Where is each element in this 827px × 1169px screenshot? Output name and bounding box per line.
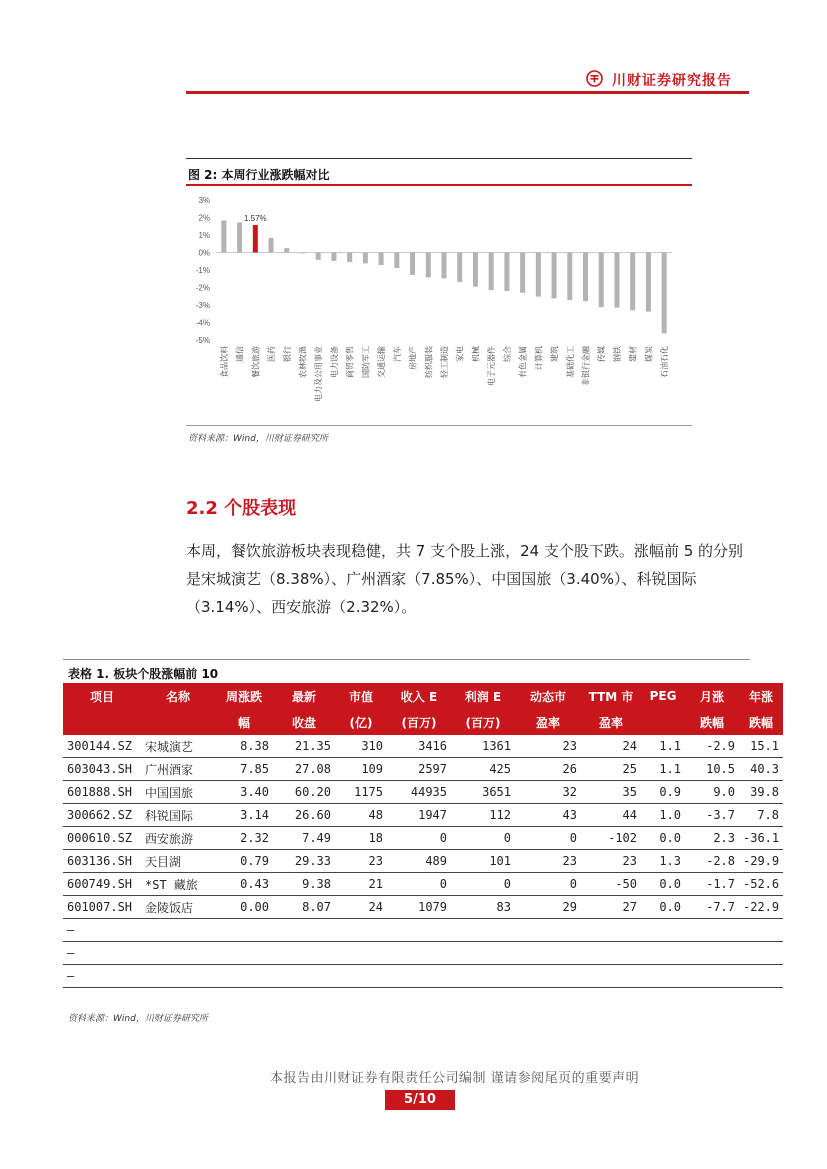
table-cell: [685, 919, 739, 942]
table-cell: [387, 942, 451, 965]
column-header: TTM 市: [581, 683, 641, 709]
x-tick-label: 房地产: [408, 346, 418, 370]
table-cell: 7.85: [215, 758, 273, 781]
table-cell: 101: [451, 850, 515, 873]
table-cell: 10.5: [685, 758, 739, 781]
bar: [316, 253, 321, 260]
table-cell: 0: [451, 827, 515, 850]
table-cell: -2.9: [685, 735, 739, 758]
table-cell: [215, 919, 273, 942]
x-tick-label: 石油石化: [660, 346, 670, 378]
x-tick-label: 医药: [267, 346, 277, 362]
table-cell: 1.1: [641, 735, 685, 758]
table-cell: 35: [581, 781, 641, 804]
table-cell: 8.07: [273, 896, 335, 919]
table-cell: 广州酒家: [141, 758, 215, 781]
section-title: 2.2 个股表现: [186, 498, 297, 519]
table-cell: [641, 965, 685, 988]
table-cell: 600749.SH: [63, 873, 141, 896]
table-cell: 27: [581, 896, 641, 919]
bar: [520, 253, 525, 293]
column-header: [141, 709, 215, 735]
table-cell: [451, 965, 515, 988]
x-tick-label: 机械: [471, 346, 481, 362]
column-header: 月涨: [685, 683, 739, 709]
table-cell: 23: [515, 735, 581, 758]
table-cell: [739, 942, 783, 965]
bars: [221, 214, 666, 333]
table-cell: [515, 942, 581, 965]
bar: [457, 253, 462, 282]
table-cell: -52.6: [739, 873, 783, 896]
x-tick-label: 基础化工: [565, 346, 575, 378]
table-cell: [335, 919, 387, 942]
y-tick-label: 2%: [198, 213, 210, 223]
table-cell: 21.35: [273, 735, 335, 758]
table-cell: [515, 965, 581, 988]
table-cell: 83: [451, 896, 515, 919]
table-cell: 金陵饭店: [141, 896, 215, 919]
figure-bottom-rule: [186, 425, 692, 426]
table-cell: [515, 919, 581, 942]
column-header: 市值: [335, 683, 387, 709]
table-cell: 25: [581, 758, 641, 781]
x-tick-label: 非银行金融: [581, 346, 591, 386]
table-cell: 32: [515, 781, 581, 804]
table-cell: 0: [515, 873, 581, 896]
table-cell: —: [63, 965, 141, 988]
table-row: [63, 919, 783, 942]
x-tick-label: 汽车: [392, 346, 402, 362]
bar: [646, 253, 651, 312]
column-header: 动态市: [515, 683, 581, 709]
table-cell: 40.3: [739, 758, 783, 781]
company-logo-icon: [586, 70, 603, 87]
column-header: 名称: [141, 683, 215, 709]
table-cell: 2597: [387, 758, 451, 781]
x-tick-label: 钢铁: [612, 346, 622, 362]
table-cell: -102: [581, 827, 641, 850]
table-cell: 0.00: [215, 896, 273, 919]
table-row: [63, 735, 783, 758]
table-cell: -29.9: [739, 850, 783, 873]
bar: [269, 238, 274, 253]
table-cell: 2.3: [685, 827, 739, 850]
table-source: 资料来源：Wind，川财证券研究所: [68, 1014, 208, 1024]
page-number: 5/10: [385, 1090, 455, 1110]
bar: [536, 253, 541, 297]
table-cell: -50: [581, 873, 641, 896]
x-tick-label: 煤炭: [644, 346, 654, 362]
table-cell: -22.9: [739, 896, 783, 919]
table-cell: 23: [335, 850, 387, 873]
column-header: 年涨: [739, 683, 783, 709]
column-header: [641, 709, 685, 735]
table-cell: 489: [387, 850, 451, 873]
bar: [489, 253, 494, 291]
table-cell: 2.32: [215, 827, 273, 850]
table-header-row: [63, 683, 783, 709]
table-cell: [387, 919, 451, 942]
table-cell: 7.8: [739, 804, 783, 827]
bar: [567, 253, 572, 301]
table-cell: 3651: [451, 781, 515, 804]
x-tick-label: 建筑: [550, 346, 560, 362]
table-cell: *ST 藏旅: [141, 873, 215, 896]
x-tick-label: 传媒: [597, 346, 607, 362]
table-cell: 44935: [387, 781, 451, 804]
table-cell: -7.7: [685, 896, 739, 919]
column-header: (百万): [451, 709, 515, 735]
table-cell: [739, 919, 783, 942]
table-cell: 601007.SH: [63, 896, 141, 919]
x-tick-label: 综合: [502, 346, 512, 362]
header-divider: [186, 91, 749, 94]
bar: [253, 225, 258, 252]
bar: [363, 253, 368, 264]
table-cell: -36.1: [739, 827, 783, 850]
table-cell: 29.33: [273, 850, 335, 873]
table-row: [63, 942, 783, 965]
table-cell: 603136.SH: [63, 850, 141, 873]
bar: [583, 253, 588, 302]
bar: [630, 253, 635, 311]
column-header: PEG: [641, 683, 685, 709]
table-cell: —: [63, 942, 141, 965]
table-cell: 112: [451, 804, 515, 827]
table-row: [63, 896, 783, 919]
bar: [599, 253, 604, 308]
table-cell: -1.7: [685, 873, 739, 896]
table-cell: -3.7: [685, 804, 739, 827]
table-cell: 425: [451, 758, 515, 781]
y-tick-label: -3%: [195, 301, 210, 310]
column-header: 幅: [215, 709, 273, 735]
table-cell: [685, 942, 739, 965]
table-cell: 1175: [335, 781, 387, 804]
table-row: [63, 850, 783, 873]
table-cell: 39.8: [739, 781, 783, 804]
table-cell: 1.3: [641, 850, 685, 873]
x-tick-label: 有色金属: [518, 346, 528, 378]
table-cell: [273, 965, 335, 988]
table-cell: 23: [515, 850, 581, 873]
table-cell: [685, 965, 739, 988]
table-cell: 310: [335, 735, 387, 758]
table-cell: [641, 919, 685, 942]
y-tick-label: -5%: [195, 336, 210, 345]
x-tick-label: 建材: [628, 346, 638, 362]
table-cell: [387, 965, 451, 988]
stock-table: [63, 683, 783, 988]
bar: [300, 253, 305, 254]
table-cell: 科锐国际: [141, 804, 215, 827]
table-cell: [141, 965, 215, 988]
figure-top-rule: [186, 158, 692, 159]
table-cell: 1079: [387, 896, 451, 919]
table-cell: [215, 942, 273, 965]
column-header: 盈率: [581, 709, 641, 735]
table-cell: 24: [581, 735, 641, 758]
bar: [284, 248, 289, 252]
table-cell: 0: [515, 827, 581, 850]
table-cell: 48: [335, 804, 387, 827]
table-cell: [215, 965, 273, 988]
table-cell: [581, 919, 641, 942]
table-cell: 300144.SZ: [63, 735, 141, 758]
table-cell: 0.0: [641, 896, 685, 919]
table-top-rule: [63, 659, 750, 660]
y-tick-label: -1%: [195, 266, 210, 275]
table-cell: 23: [581, 850, 641, 873]
column-header: 周涨跌: [215, 683, 273, 709]
y-tick-label: 1%: [198, 231, 210, 240]
bar: [504, 253, 509, 292]
column-header: 最新: [273, 683, 335, 709]
column-header: 项目: [63, 683, 141, 709]
table-cell: 26: [515, 758, 581, 781]
table-cell: 44: [581, 804, 641, 827]
y-tick-label: -4%: [195, 318, 210, 328]
bar: [473, 253, 478, 287]
table-cell: 0.0: [641, 873, 685, 896]
table-cell: 9.38: [273, 873, 335, 896]
table-header-row: [63, 709, 783, 735]
y-tick-label: -2%: [195, 283, 210, 293]
table-cell: 300662.SZ: [63, 804, 141, 827]
table-cell: 3.40: [215, 781, 273, 804]
table-cell: [739, 965, 783, 988]
bar: [379, 253, 384, 266]
bar: [552, 253, 557, 299]
bar: [662, 253, 667, 334]
report-brand: 川财证券研究报告: [612, 73, 732, 89]
x-axis-labels: [219, 345, 669, 402]
table-cell: 29: [515, 896, 581, 919]
table-cell: 109: [335, 758, 387, 781]
table-cell: [141, 919, 215, 942]
table-cell: 9.0: [685, 781, 739, 804]
table-cell: 000610.SZ: [63, 827, 141, 850]
column-header: 收入 E: [387, 683, 451, 709]
table-cell: 603043.SH: [63, 758, 141, 781]
table-cell: 西安旅游: [141, 827, 215, 850]
x-tick-label: 国防军工: [361, 346, 371, 378]
table-cell: [141, 942, 215, 965]
table-cell: 24: [335, 896, 387, 919]
table-cell: -2.8: [685, 850, 739, 873]
x-tick-label: 电力及公用事业: [314, 346, 324, 402]
bar: [614, 253, 619, 308]
table-cell: 0: [451, 873, 515, 896]
table-cell: 7.49: [273, 827, 335, 850]
column-header: [63, 709, 141, 735]
x-tick-label: 电子元器件: [487, 346, 497, 386]
table-cell: 3.14: [215, 804, 273, 827]
table-cell: 0: [387, 873, 451, 896]
table-cell: 0.43: [215, 873, 273, 896]
x-tick-label: 轻工制造: [440, 346, 449, 378]
x-tick-label: 餐饮旅游: [251, 346, 261, 378]
x-tick-label: 商贸零售: [345, 346, 355, 378]
bar: [331, 253, 336, 261]
table-cell: 43: [515, 804, 581, 827]
table-cell: 0.9: [641, 781, 685, 804]
table-row: [63, 781, 783, 804]
table-cell: [581, 965, 641, 988]
column-header: 收盘: [273, 709, 335, 735]
bar: [442, 253, 447, 279]
table-cell: [273, 942, 335, 965]
bar: [426, 253, 431, 278]
table-cell: 601888.SH: [63, 781, 141, 804]
table-cell: 1361: [451, 735, 515, 758]
section-paragraph: 本周，餐饮旅游板块表现稳健，共 7 支个股上涨，24 支个股下跌。涨幅前 5 的分别是宋城演艺（8.38%）、广州酒家（7.85%）、中国国旅（3.40%）、科锐国际（3.14%）、西安旅游（2.32%）。: [186, 542, 744, 616]
x-tick-label: 电力设备: [329, 346, 339, 378]
figure-source: 资料来源：Wind，川财证券研究所: [188, 434, 328, 444]
figure-title: 图 2: 本周行业涨跌幅对比: [188, 168, 330, 182]
table-title: 表格 1. 板块个股涨幅前 10: [68, 667, 219, 681]
table-cell: 0: [387, 827, 451, 850]
table-cell: 0.0: [641, 827, 685, 850]
table-cell: 0.79: [215, 850, 273, 873]
table-row: [63, 873, 783, 896]
footer-disclaimer: 本报告由川财证券有限责任公司编制 谨请参阅尾页的重要声明: [270, 1071, 640, 1086]
column-header: 跌幅: [739, 709, 783, 735]
table-cell: [641, 942, 685, 965]
table-cell: 60.20: [273, 781, 335, 804]
bar: [394, 253, 399, 268]
bar: [347, 253, 352, 263]
bar: [221, 220, 226, 252]
industry-change-bar-chart: [186, 190, 692, 422]
table-cell: 宋城演艺: [141, 735, 215, 758]
bar: [410, 253, 415, 275]
x-tick-label: 计算机: [534, 346, 544, 370]
table-cell: 26.60: [273, 804, 335, 827]
column-header: 跌幅: [685, 709, 739, 735]
table-cell: 1.1: [641, 758, 685, 781]
x-tick-label: 通信: [235, 346, 245, 362]
table-cell: [581, 942, 641, 965]
x-tick-label: 农林牧渔: [298, 346, 308, 378]
x-tick-label: 银行: [282, 346, 292, 362]
column-header: 利润 E: [451, 683, 515, 709]
table-cell: 1947: [387, 804, 451, 827]
y-tick-label: 3%: [198, 196, 210, 205]
column-header: (百万): [387, 709, 451, 735]
table-cell: [335, 965, 387, 988]
table-cell: 中国国旅: [141, 781, 215, 804]
x-tick-label: 纺织服装: [424, 346, 434, 378]
figure-title-rule: [186, 184, 692, 186]
table-cell: [451, 919, 515, 942]
table-row: [63, 804, 783, 827]
table-cell: 18: [335, 827, 387, 850]
y-axis: [196, 196, 210, 345]
table-cell: 15.1: [739, 735, 783, 758]
table-row: [63, 758, 783, 781]
table-cell: [335, 942, 387, 965]
table-cell: 8.38: [215, 735, 273, 758]
table-cell: 1.0: [641, 804, 685, 827]
column-header: 盈率: [515, 709, 581, 735]
table-cell: [273, 919, 335, 942]
table-cell: —: [63, 919, 141, 942]
x-tick-label: 交通运输: [377, 346, 387, 378]
x-tick-label: 家电: [455, 346, 465, 362]
x-tick-label: 食品饮料: [219, 346, 229, 378]
table-row: [63, 965, 783, 988]
table-cell: 27.08: [273, 758, 335, 781]
table-row: [63, 827, 783, 850]
column-header: (亿): [335, 709, 387, 735]
table-cell: [451, 942, 515, 965]
table-cell: 21: [335, 873, 387, 896]
y-tick-label: 0%: [198, 248, 210, 258]
data-label: 1.57%: [243, 214, 267, 224]
table-cell: 3416: [387, 735, 451, 758]
bar: [237, 222, 242, 252]
table-cell: 天目湖: [141, 850, 215, 873]
